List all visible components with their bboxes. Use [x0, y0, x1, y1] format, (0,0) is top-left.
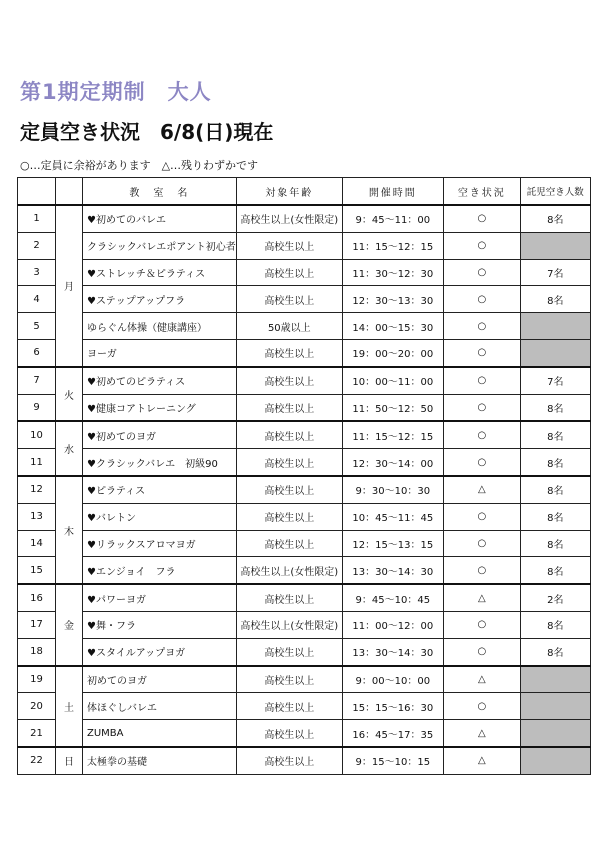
class-name: ♥ピラティス — [83, 476, 237, 503]
class-time: 16：45～17：35 — [342, 720, 443, 747]
class-name: ♥リラックスアロマヨガ — [83, 530, 237, 557]
table-row — [18, 394, 591, 421]
target-age: 高校生以上 — [236, 339, 342, 366]
row-number: 15 — [18, 557, 56, 584]
status-mark: △ — [443, 666, 520, 693]
status-mark: ○ — [443, 503, 520, 530]
table-row — [18, 313, 591, 340]
class-time: 14：00～15：30 — [342, 313, 443, 340]
weekday-cell: 日 — [56, 747, 83, 774]
class-name: ♥ストレッチ＆ピラティス — [83, 259, 237, 286]
target-age: 高校生以上 — [236, 747, 342, 774]
childcare-count: 8名 — [520, 394, 590, 421]
childcare-count — [520, 720, 590, 747]
class-name: ♥ステップアップフラ — [83, 286, 237, 313]
row-number: 5 — [18, 313, 56, 340]
class-time: 12：30～14：00 — [342, 449, 443, 476]
class-time: 9：45～10：45 — [342, 584, 443, 611]
row-number: 13 — [18, 503, 56, 530]
header-time: 開催時間 — [342, 178, 443, 206]
childcare-count: 8名 — [520, 286, 590, 313]
class-name: ♥舞・フラ — [83, 611, 237, 638]
class-name: ♥初めてのバレエ — [83, 205, 237, 232]
class-name: ♥バレトン — [83, 503, 237, 530]
row-number: 20 — [18, 693, 56, 720]
status-mark: ○ — [443, 232, 520, 259]
header-no — [18, 178, 56, 206]
row-number: 14 — [18, 530, 56, 557]
table-row — [18, 611, 591, 638]
class-time: 11：00～12：00 — [342, 611, 443, 638]
status-mark: ○ — [443, 421, 520, 448]
table-row — [18, 666, 591, 693]
target-age: 50歳以上 — [236, 313, 342, 340]
table-row — [18, 720, 591, 747]
class-time: 15：15～16：30 — [342, 693, 443, 720]
weekday-cell: 木 — [56, 476, 83, 584]
childcare-count: 8名 — [520, 611, 590, 638]
table-row — [18, 693, 591, 720]
target-age: 高校生以上 — [236, 530, 342, 557]
row-number: 6 — [18, 339, 56, 366]
childcare-count — [520, 693, 590, 720]
table-row — [18, 259, 591, 286]
target-age: 高校生以上(女性限定) — [236, 611, 342, 638]
childcare-count — [520, 313, 590, 340]
weekday-cell: 土 — [56, 666, 83, 747]
status-mark: ○ — [443, 339, 520, 366]
row-number: 22 — [18, 747, 56, 774]
class-time: 19：00～20：00 — [342, 339, 443, 366]
status-mark: △ — [443, 720, 520, 747]
childcare-count: 7名 — [520, 259, 590, 286]
row-number: 18 — [18, 638, 56, 665]
class-time: 9：00～10：00 — [342, 666, 443, 693]
table-row — [18, 503, 591, 530]
table-row — [18, 286, 591, 313]
row-number: 3 — [18, 259, 56, 286]
table-header-row — [18, 178, 591, 206]
status-mark: ○ — [443, 394, 520, 421]
class-name: 体ほぐしバレエ — [83, 693, 237, 720]
class-name: ♥初めてのピラティス — [83, 367, 237, 394]
target-age: 高校生以上 — [236, 367, 342, 394]
table-row — [18, 449, 591, 476]
class-time: 9：30～10：30 — [342, 476, 443, 503]
table-row — [18, 530, 591, 557]
status-mark: △ — [443, 747, 520, 774]
target-age: 高校生以上 — [236, 449, 342, 476]
target-age: 高校生以上 — [236, 693, 342, 720]
class-name: ♥健康コアトレーニング — [83, 394, 237, 421]
status-legend: ○…定員に余裕があります △…残りわずかです — [20, 159, 259, 172]
target-age: 高校生以上 — [236, 720, 342, 747]
status-mark: ○ — [443, 638, 520, 665]
childcare-count: 8名 — [520, 205, 590, 232]
target-age: 高校生以上 — [236, 259, 342, 286]
childcare-count: 8名 — [520, 557, 590, 584]
row-number: 4 — [18, 286, 56, 313]
childcare-count — [520, 232, 590, 259]
class-name: ゆらぐん体操（健康講座） — [83, 313, 237, 340]
class-time: 11：15～12：15 — [342, 232, 443, 259]
row-number: 12 — [18, 476, 56, 503]
class-name: ♥クラシックバレエ 初級90 — [83, 449, 237, 476]
status-mark: ○ — [443, 259, 520, 286]
status-mark: ○ — [443, 611, 520, 638]
status-mark: ○ — [443, 286, 520, 313]
status-mark: ○ — [443, 557, 520, 584]
class-time: 9：15～10：15 — [342, 747, 443, 774]
target-age: 高校生以上(女性限定) — [236, 205, 342, 232]
target-age: 高校生以上 — [236, 584, 342, 611]
status-mark: △ — [443, 584, 520, 611]
childcare-count — [520, 747, 590, 774]
class-time: 12：30～13：30 — [342, 286, 443, 313]
weekday-cell: 水 — [56, 421, 83, 476]
row-number: 1 — [18, 205, 56, 232]
childcare-count: 8名 — [520, 421, 590, 448]
class-time: 11：30～12：30 — [342, 259, 443, 286]
weekday-cell: 月 — [56, 205, 83, 367]
class-time: 11：50～12：50 — [342, 394, 443, 421]
status-mark: △ — [443, 476, 520, 503]
header-target-age: 対象年齢 — [236, 178, 342, 206]
row-number: 10 — [18, 421, 56, 448]
class-name: クラシックバレエポアント初心者 — [83, 232, 237, 259]
target-age: 高校生以上 — [236, 232, 342, 259]
class-time: 9：45～11：00 — [342, 205, 443, 232]
table-row — [18, 476, 591, 503]
class-time: 13：30～14：30 — [342, 557, 443, 584]
status-mark: ○ — [443, 449, 520, 476]
childcare-count: 8名 — [520, 638, 590, 665]
row-number: 9 — [18, 394, 56, 421]
class-name: ♥エンジョイ フラ — [83, 557, 237, 584]
row-number: 11 — [18, 449, 56, 476]
class-name: 太極拳の基礎 — [83, 747, 237, 774]
weekday-cell: 金 — [56, 584, 83, 665]
row-number: 17 — [18, 611, 56, 638]
header-childcare: 託児空き人数 — [520, 178, 590, 206]
header-status: 空き状況 — [443, 178, 520, 206]
class-time: 10：45～11：45 — [342, 503, 443, 530]
childcare-count: 8名 — [520, 503, 590, 530]
header-class-name: 教 室 名 — [83, 178, 237, 206]
childcare-count: 2名 — [520, 584, 590, 611]
status-mark: ○ — [443, 313, 520, 340]
row-number: 7 — [18, 367, 56, 394]
class-time: 10：00～11：00 — [342, 367, 443, 394]
target-age: 高校生以上 — [236, 476, 342, 503]
row-number: 21 — [18, 720, 56, 747]
row-number: 16 — [18, 584, 56, 611]
table-row — [18, 557, 591, 584]
status-mark: ○ — [443, 367, 520, 394]
table-row — [18, 339, 591, 366]
status-mark: ○ — [443, 693, 520, 720]
class-time: 11：15～12：15 — [342, 421, 443, 448]
row-number: 19 — [18, 666, 56, 693]
class-name: ZUMBA — [83, 720, 237, 747]
target-age: 高校生以上 — [236, 503, 342, 530]
childcare-count — [520, 339, 590, 366]
target-age: 高校生以上 — [236, 286, 342, 313]
status-mark: ○ — [443, 205, 520, 232]
weekday-cell: 火 — [56, 367, 83, 422]
table-row — [18, 205, 591, 232]
class-name: 初めてのヨガ — [83, 666, 237, 693]
class-time: 13：30～14：30 — [342, 638, 443, 665]
page-title: 第1期定期制 大人 — [20, 80, 212, 104]
header-day — [56, 178, 83, 206]
childcare-count: 8名 — [520, 476, 590, 503]
table-row — [18, 747, 591, 774]
class-time: 12：15～13：15 — [342, 530, 443, 557]
target-age: 高校生以上 — [236, 394, 342, 421]
class-name: ♥スタイルアップヨガ — [83, 638, 237, 665]
row-number: 2 — [18, 232, 56, 259]
class-name: ヨーガ — [83, 339, 237, 366]
class-name: ♥初めてのヨガ — [83, 421, 237, 448]
status-mark: ○ — [443, 530, 520, 557]
target-age: 高校生以上(女性限定) — [236, 557, 342, 584]
childcare-count: 8名 — [520, 449, 590, 476]
target-age: 高校生以上 — [236, 421, 342, 448]
availability-heading: 定員空き状況 6/8(日)現在 — [20, 120, 274, 144]
childcare-count: 8名 — [520, 530, 590, 557]
table-row — [18, 638, 591, 665]
target-age: 高校生以上 — [236, 666, 342, 693]
table-row — [18, 584, 591, 611]
childcare-count: 7名 — [520, 367, 590, 394]
class-name: ♥パワーヨガ — [83, 584, 237, 611]
table-row — [18, 232, 591, 259]
childcare-count — [520, 666, 590, 693]
table-row — [18, 367, 591, 394]
schedule-table — [17, 177, 591, 775]
table-row — [18, 421, 591, 448]
target-age: 高校生以上 — [236, 638, 342, 665]
